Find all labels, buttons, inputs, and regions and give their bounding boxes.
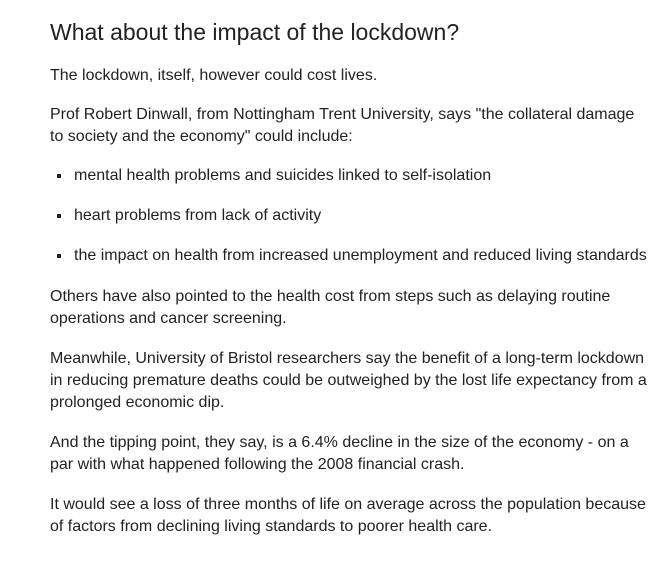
list-item-text: heart problems from lack of activity	[74, 207, 322, 224]
article-heading: What about the impact of the lockdown?	[50, 19, 460, 45]
bullet-marker	[57, 174, 61, 178]
paragraph-life-loss: It would see a loss of three months of life on average across the population because of factors from declining living standards to poorer health care.	[50, 496, 646, 535]
bullet-marker	[57, 214, 61, 218]
list-item	[50, 245, 650, 267]
collateral-damage-list	[50, 165, 650, 267]
paragraph-dinwall-quote: Prof Robert Dinwall, from Nottingham Trent University, says "the collateral damage to society and the economy" could include:	[50, 106, 635, 145]
paragraph-tipping-point: And the tipping point, they say, is a 6.4% decline in the size of the economy - on a par with what happened following the 2008 financial crash.	[50, 434, 629, 473]
paragraph-health-cost: Others have also pointed to the health cost from steps such as delaying routine operations and cancer screening.	[50, 288, 611, 327]
paragraph-bristol-research: Meanwhile, University of Bristol researchers say the benefit of a long-term lockdown in reducing premature deaths could be outweighed by the lost life expectancy from a prolonged economic dip.	[50, 350, 647, 411]
list-item	[50, 205, 650, 227]
list-item	[50, 165, 650, 187]
list-item-text: mental health problems and suicides linked to self-isolation	[74, 167, 492, 184]
bullet-marker	[57, 254, 61, 258]
list-item-text: the impact on health from increased unemployment and reduced living standards	[74, 247, 647, 264]
paragraph-lockdown-cost: The lockdown, itself, however could cost lives.	[50, 67, 378, 84]
